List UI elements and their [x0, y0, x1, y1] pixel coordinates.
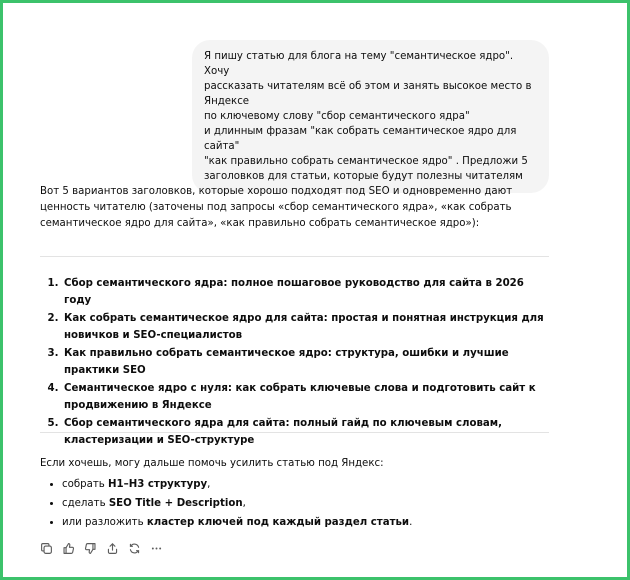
followup-item-text: или разложить	[62, 517, 147, 528]
more-actions-button[interactable]	[147, 540, 165, 558]
user-message-bubble	[192, 40, 549, 193]
bad-response-button[interactable]	[81, 540, 99, 558]
share-button[interactable]	[103, 540, 121, 558]
refresh-icon	[128, 540, 141, 559]
followup-list	[40, 477, 560, 531]
divider	[40, 256, 549, 257]
user-message-text: Я пишу статью для блога на тему "семантическое ядро". Хочу рассказать читателям всё об этом и занять высокое место в Яндексе по ключевому слову "сбор семантического ядра" и длинным фразам "как собрать семантическое ядро для сайта" "как правильно собрать семантическое ядро" . Предложи 5 заголовков для статьи, которые будут полезны читателям	[204, 51, 532, 182]
headline-item: 1. Сбор семантического ядра: полное пошаговое руководство для сайта в 2026 году	[62, 275, 552, 309]
copy-icon	[40, 540, 53, 559]
assistant-intro	[40, 184, 560, 231]
headline-item: 2. Как собрать семантическое ядро для сайта: простая и понятная инструкция для новичков и SEO-специалистов	[62, 310, 552, 344]
thumbs-down-icon	[84, 540, 97, 559]
headline-item: 4. Семантическое ядро с нуля: как собрать ключевые слова и подготовить сайт к продвижению в Яндексе	[62, 380, 552, 414]
divider	[40, 432, 549, 433]
assistant-intro-text: Вот 5 вариантов заголовков, которые хорошо подходят под SEO и одновременно дают ценность читателю (заточены под запросы «сбор семантического ядра», «как собрать семантическое ядро для сайта», «как правильно собрать семантическое ядро»):	[40, 186, 513, 229]
good-response-button[interactable]	[59, 540, 77, 558]
share-icon	[106, 540, 119, 559]
headline-item: 5. Сбор семантического ядра для сайта: полный гайд по ключевым словам, кластеризации и SEO-структуре	[62, 415, 552, 449]
headline-item: 3. Как правильно собрать семантическое ядро: структура, ошибки и лучшие практики SEO	[62, 345, 552, 379]
followup-item-punct: ,	[207, 479, 211, 490]
followup-item	[62, 515, 560, 531]
followup-item-bold: кластер ключей под каждый раздел статьи	[146, 517, 410, 528]
copy-button[interactable]	[37, 540, 55, 558]
followup-section	[40, 456, 560, 534]
thumbs-up-icon	[62, 540, 75, 559]
message-actions	[37, 540, 165, 558]
followup-item-punct: ,	[242, 498, 246, 509]
followup-item-punct: .	[409, 517, 413, 528]
headline-list	[40, 275, 552, 450]
followup-intro: Если хочешь, могу дальше помочь усилить статью под Яндекс:	[40, 458, 384, 469]
followup-item-bold: H1–H3 структуру	[108, 479, 208, 490]
followup-item-text: собрать	[62, 479, 109, 490]
followup-item	[62, 477, 560, 493]
followup-item	[62, 496, 560, 512]
more-icon	[150, 540, 163, 559]
followup-item-bold: SEO Title + Description	[108, 498, 243, 509]
followup-item-text: сделать	[62, 498, 109, 509]
regenerate-button[interactable]	[125, 540, 143, 558]
